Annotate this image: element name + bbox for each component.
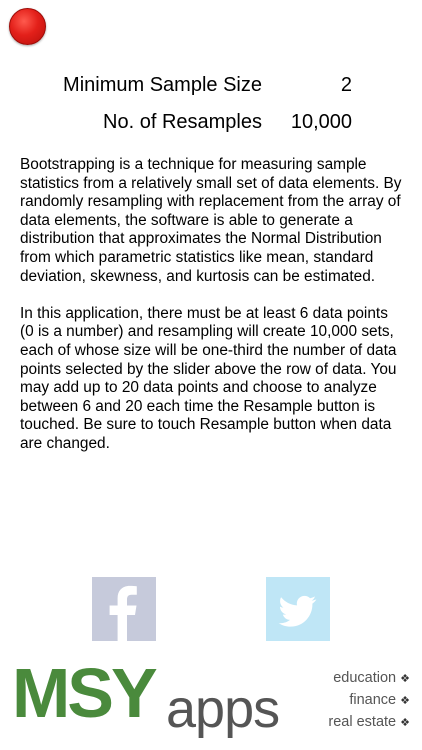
resamples-label: No. of Resamples [103,111,262,133]
tagline-education: education ❖ [333,670,410,686]
facebook-share-button[interactable] [92,577,156,641]
description-paragraph-2: In this application, there must be at least 6 data points (0 is a number) and resampling will create 10,000 sets, each of whose size will be one-third the number of data points selected by the slider above the row of data. You may add up to 20 data points and choose to analyze between 6 and 20 each time the Resample button is touched. Be sure to touch Resample button when data are changed. [20,304,397,452]
tagline-finance: finance ❖ [349,692,410,708]
logo-brand: MSY [12,654,155,732]
diamond-bullet-icon: ❖ [400,717,410,729]
min-sample-size-value: 2 [340,74,352,96]
resamples-value: 10,000 [290,111,352,133]
twitter-bird-icon [266,577,330,641]
diamond-bullet-icon: ❖ [400,673,410,685]
msyapps-logo [0,652,422,750]
logo-suffix: apps [166,679,280,739]
diamond-bullet-icon: ❖ [400,695,410,707]
tagline-real-estate: real estate ❖ [328,714,410,730]
facebook-icon [92,577,156,641]
close-button[interactable] [9,8,46,45]
min-sample-size-label: Minimum Sample Size [63,74,262,96]
min-sample-size-row [0,74,422,104]
twitter-share-button[interactable] [266,577,330,641]
description-paragraph-1: Bootstrapping is a technique for measuring sample statistics from a relatively small set of data elements. By randomly resampling with replacement from the array of data elements, the software is able to generate a distribution that approximates the Normal Distribution from which parametric statistics like mean, standard deviation, skewness, and kurtosis can be estimated. [20,156,402,285]
description-text [20,156,402,472]
resamples-row [0,111,422,141]
